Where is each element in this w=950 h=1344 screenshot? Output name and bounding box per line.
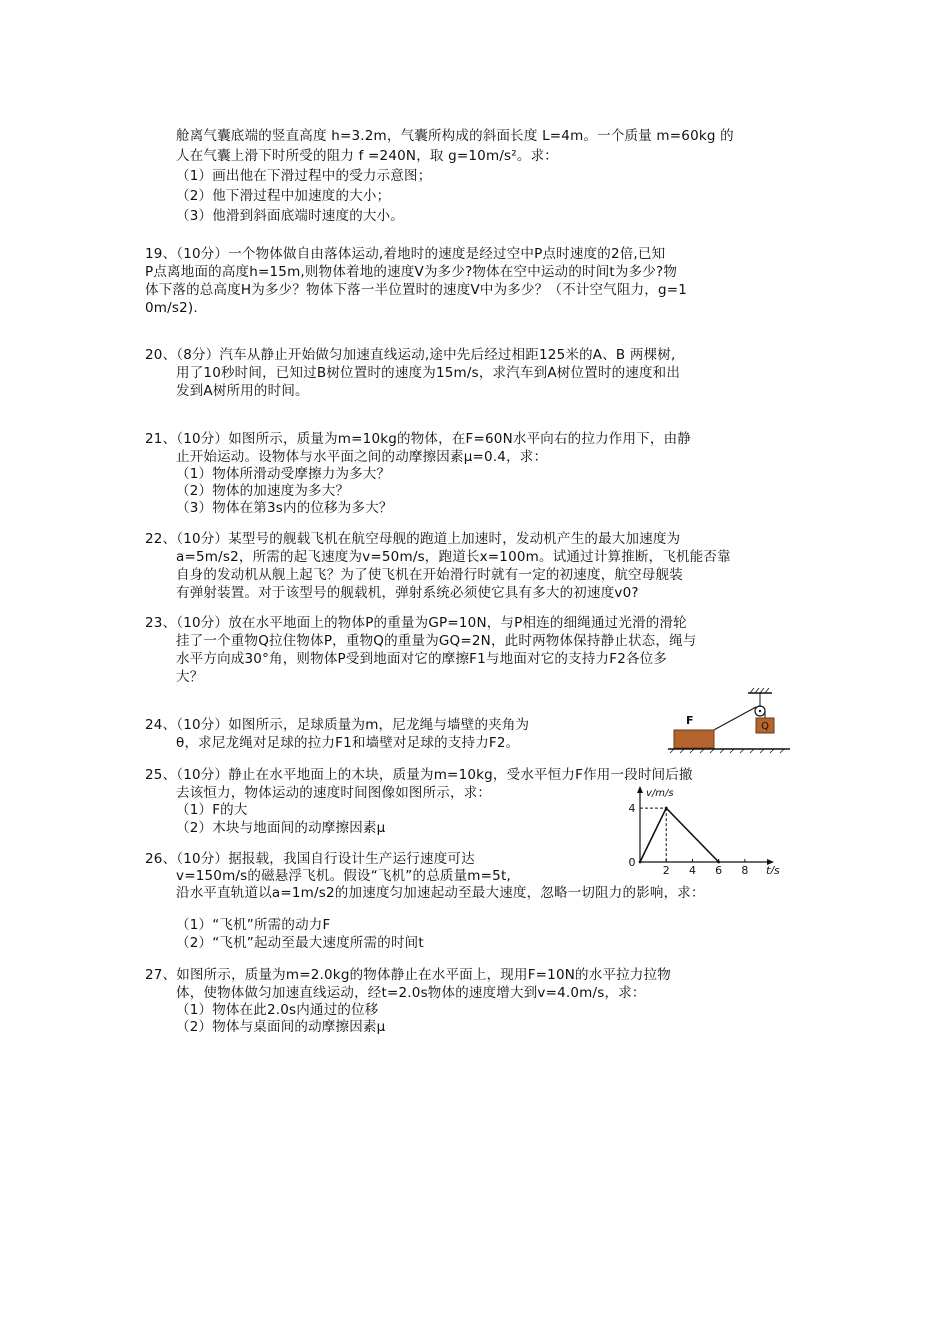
label-f: F [686,714,694,727]
q18-line: 人在气囊上滑下时所受的阻力 f =240N，取 g=10m/s²。求： [176,148,559,164]
data-point [639,861,642,864]
q27-line: （1）物体在此2.0s内通过的位移 [176,1002,379,1018]
q19-line: 体下落的总高度H为多少？物体下落一半位置时的速度V中为多少？（不计空气阻力，g=1 [145,282,688,298]
q20-line: 20、（8分）汽车从静止开始做匀加速直线运动,途中先后经过相距125米的A、B 两棵树, [145,347,676,363]
q23-line: 水平方向成30°角，则物体P受到地面对它的摩擦F1与地面对它的支持力F2各位多 [176,651,668,667]
q24-line: 24、（10分）如图所示，足球质量为m，尼龙绳与墙壁的夹角为 [145,717,530,733]
q19-line: 19、（10分）一个物体做自由落体运动,着地时的速度是经过空中P点时速度的2倍,已知 [145,246,666,262]
data-point [665,807,668,810]
q23-line: 挂了一个重物Q拉住物体P，重物Q的重量为GQ=2N，此时两物体保持静止状态，绳与 [176,633,697,649]
q21-line: （1）物体所滑动受摩擦力为多大？ [176,466,391,482]
x-tick-label: 4 [688,864,696,874]
origin-label: 0 [628,856,636,869]
q18-line: （1）画出他在下滑过程中的受力示意图； [176,168,432,184]
q23-line: 23、（10分）放在水平地面上的物体P的重量为GP=10N，与P相连的细绳通过光滑的滑轮 [145,615,687,631]
q23-line: 大？ [176,669,204,685]
q19-line: P点离地面的高度h=15m,则物体着地的速度V为多少?物体在空中运动的时间t为多少?物 [145,264,678,280]
block-p [674,730,714,748]
q27-line: 27、如图所示，质量为m=2.0kg的物体静止在水平面上，现用F=10N的水平拉力拉物 [145,967,671,983]
rope-slanted [712,707,756,731]
q24-line: θ，求尼龙绳对足球的拉力F1和墙壁对足球的支持力F2。 [176,735,520,751]
data-point [717,861,720,864]
label-q: Q [761,721,769,732]
x-tick-label: 8 [741,864,749,874]
q27-line: （2）物体与桌面间的动摩擦因素μ [176,1019,386,1035]
q26-line: （1）“飞机”所需的动力F [176,917,331,933]
x-tick-label: 6 [715,864,723,874]
q26-line: 26、（10分）据报载，我国自行设计生产运行速度可达 [145,851,475,867]
q20-line: 发到A树所用的时间。 [176,383,309,399]
chart-marks [639,807,720,864]
q22-line: a=5m/s2，所需的起飞速度为v=50m/s，跑道长x=100m。试通过计算推断，飞机能否靠 [176,549,731,565]
pulley-axle [759,710,761,712]
velocity-series-line [640,808,719,862]
y-axis-label: v/m/s [646,788,674,799]
q18-line: （2）他下滑过程中加速度的大小； [176,188,391,204]
q18-line: 舱离气囊底端的竖直高度 h=3.2m，气囊所构成的斜面长度 L=4m。一个质量 m=60kg 的 [176,128,734,144]
q22-line: 自身的发动机从舰上起飞？为了使飞机在开始滑行时就有一定的初速度，航空母舰装 [176,567,683,583]
q26-line: （2）“飞机”起动至最大速度所需的时间t [176,935,424,951]
q27-line: 体，使物体做匀加速直线运动，经t=2.0s物体的速度增大到v=4.0m/s，求： [176,985,646,1001]
chart-axes [629,786,781,874]
x-axis-label: t/s [766,864,780,874]
x-tick-label: 2 [662,864,670,874]
q21-line: 21、（10分）如图所示，质量为m=10kg的物体，在F=60N水平向右的拉力作用下，由静 [145,431,691,447]
q19-line: 0m/s2). [145,300,198,316]
q25-line: （2）木块与地面间的动摩擦因素μ [176,820,386,836]
y-tick-label: 4 [628,802,636,816]
q25-line: 去该恒力，物体运动的速度时间图像如图所示，求： [176,785,492,801]
velocity-time-chart [618,784,786,874]
q20-line: 用了10秒时间，已知过B树位置时的速度为15m/s，求汽车到A树位置时的速度和出 [176,365,681,381]
q21-line: （3）物体在第3s内的位移为多大？ [176,500,393,516]
q22-line: 22、（10分）某型号的舰载飞机在航空母舰的跑道上加速时，发动机产生的最大加速度为 [145,531,681,547]
pulley-diagram [668,687,796,755]
q26-line: v=150m/s的磁悬浮飞机。假设“飞机”的总质量m=5t, [176,868,511,884]
q25-line: （1）F的大 [176,802,248,818]
q26-line: 沿水平直轨道以a=1m/s2的加速度匀加速起动至最大速度，忽略一切阻力的影响，求： [176,885,705,901]
y-axis-arrow [637,786,643,793]
q25-line: 25、（10分）静止在水平地面上的木块，质量为m=10kg，受水平恒力F作用一段时间后撤 [145,767,693,783]
q21-line: 止开始运动。设物体与水平面之间的动摩擦因素μ=0.4，求： [176,449,548,465]
q22-line: 有弹射装置。对于该型号的舰载机，弹射系统必须使它具有多大的初速度v0? [176,585,639,601]
q18-line: （3）他滑到斜面底端时速度的大小。 [176,208,404,224]
q21-line: （2）物体的加速度为多大？ [176,483,350,499]
